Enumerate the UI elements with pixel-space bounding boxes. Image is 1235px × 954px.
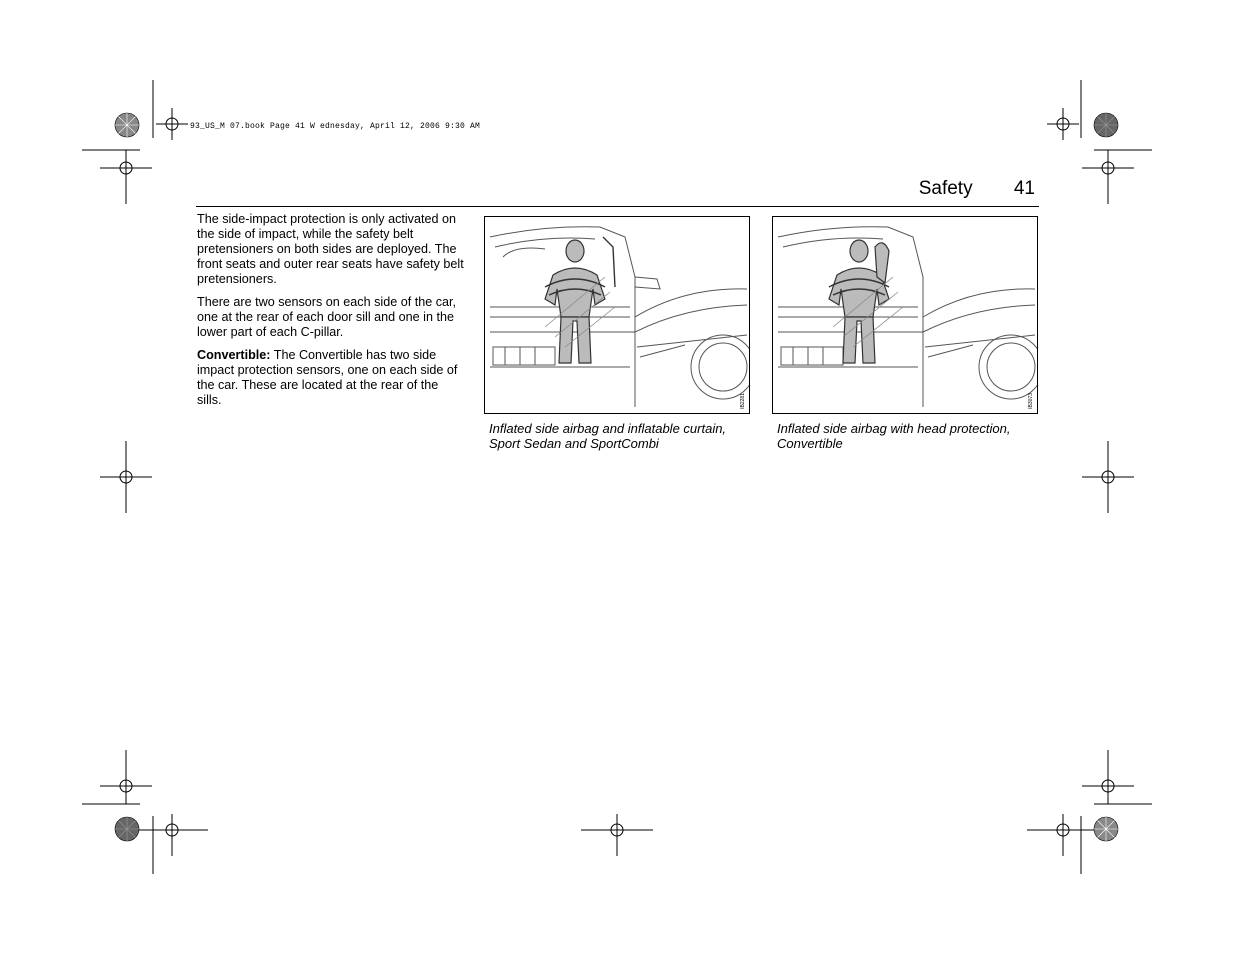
section-title: Safety (918, 178, 973, 199)
figure-code: IB2281 (740, 393, 746, 409)
print-slug: 93_US_M 07.book Page 41 W ednesday, April 12, 2006 9:30 AM (190, 122, 481, 131)
side-impact-illustration (773, 217, 1038, 414)
paragraph-2: There are two sensors on each side of the car, one at the rear of each door sill and one in the lower part of each C-pillar. (197, 295, 457, 339)
side-impact-illustration (485, 217, 750, 414)
body-text (197, 212, 465, 416)
running-head (919, 178, 1035, 200)
header-rule (196, 206, 1039, 207)
figure-convertible-airbag (772, 216, 1038, 414)
page-number: 41 (1013, 178, 1035, 199)
paragraph-1: The side-impact protection is only activated on the side of impact, while the safety belt pretensioners on both sides are deployed. The front seats and outer rear seats have safety belt pretensioners. (197, 212, 464, 286)
figure-code: IB3073 (1028, 393, 1034, 409)
paragraph-3 (197, 348, 465, 408)
figure-caption: Inflated side airbag with head protection, Convertible (777, 421, 1011, 451)
figure-caption: Inflated side airbag and inflatable curtain, Sport Sedan and SportCombi (489, 421, 727, 451)
convertible-label: Convertible: (197, 348, 271, 362)
figure-sedan-airbag (484, 216, 750, 414)
convertible-text: The Convertible has two side impact protection sensors, one on each side of the car. These are located at the rear of the sills. (197, 348, 458, 407)
